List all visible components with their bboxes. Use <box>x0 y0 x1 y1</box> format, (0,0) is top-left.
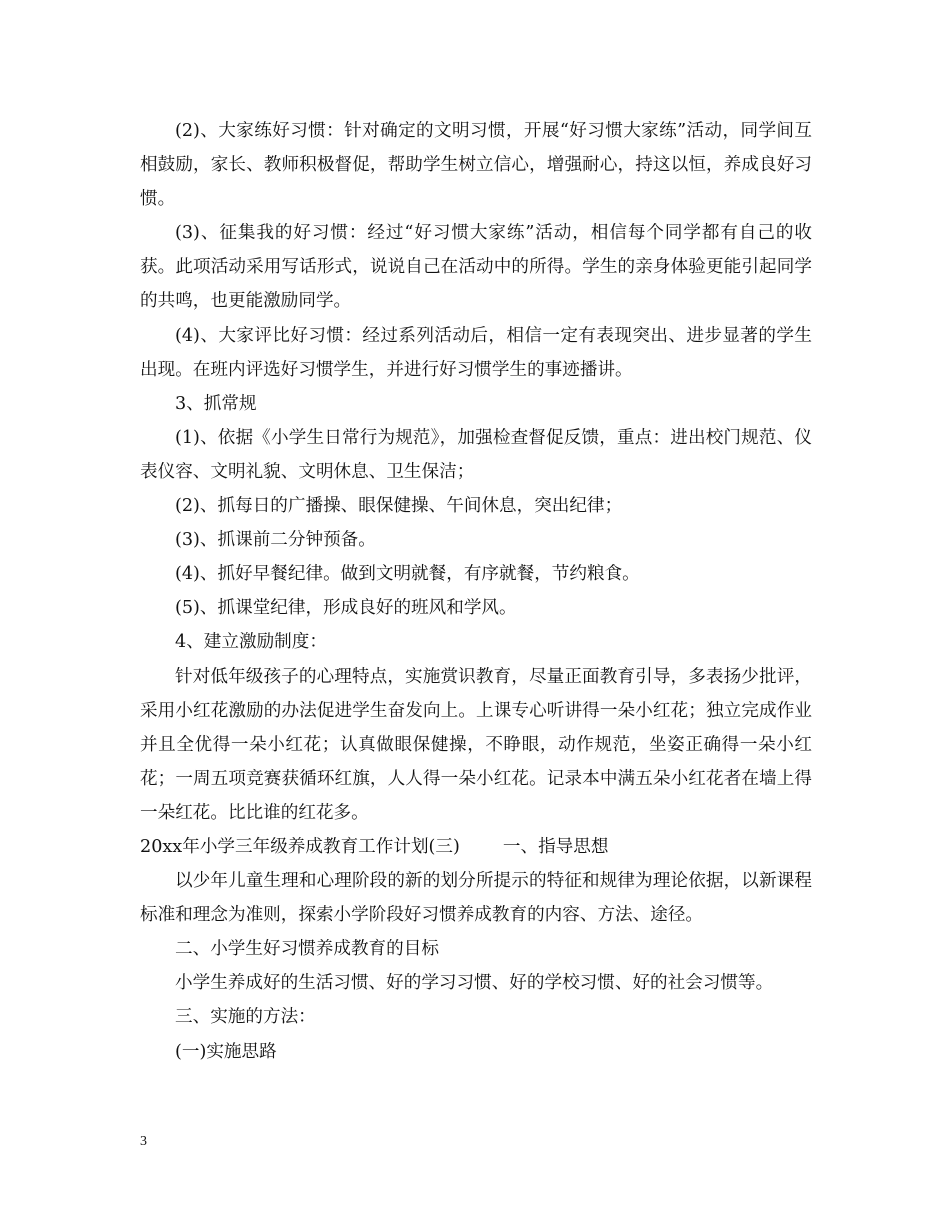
section-title: 一、指导思想 <box>502 836 609 857</box>
paragraph: (4)、抓好早餐纪律。做到文明就餐，有序就餐，节约粮食。 <box>175 564 640 585</box>
paragraph: (4)、大家评比好习惯：经过系列活动后，相信一定有表现突出、进步显著的学生出现。在班内评选好习惯学生，并进行好习惯学生的事迹播讲。 <box>140 325 812 380</box>
paragraph: (5)、抓课堂纪律，形成良好的班风和学风。 <box>175 598 517 619</box>
paragraph: 小学生养成好的生活习惯、好的学习习惯、好的学校习惯、好的社会习惯等。 <box>175 973 774 994</box>
section-heading: (一)实施思路 <box>175 1041 277 1062</box>
document-title: 20xx年小学三年级养成教育工作计划(三) <box>140 836 460 857</box>
page-number: 3 <box>140 1134 147 1149</box>
paragraph: (1)、依据《小学生日常行为规范》，加强检查督促反馈，重点：进出校门规范、仪表仪容、文明礼貌、文明休息、卫生保洁； <box>140 427 812 482</box>
document-heading-row <box>140 830 812 864</box>
paragraph: (3)、抓课前二分钟预备。 <box>175 530 376 551</box>
paragraph: 以少年儿童生理和心理阶段的新的划分所提示的特征和规律为理论依据，以新课程标准和理念为准则，探索小学阶段好习惯养成教育的内容、方法、途径。 <box>140 871 812 926</box>
paragraph: (2)、大家练好习惯：针对确定的文明习惯，开展“好习惯大家练”活动，同学间互相鼓励，家长、教师积极督促，帮助学生树立信心，增强耐心，持这以恒，养成良好习惯。 <box>140 121 812 210</box>
paragraph: (3)、征集我的好习惯：经过“好习惯大家练”活动，相信每个同学都有自己的收获。此项活动采用写话形式，说说自己在活动中的所得。学生的亲身体验更能引起同学的共鸣，也更能激励同学。 <box>140 223 812 312</box>
paragraph: 针对低年级孩子的心理特点，实施赏识教育，尽量正面教育引导，多表扬少批评，采用小红花激励的办法促进学生奋发向上。上课专心听讲得一朵小红花；独立完成作业并且全优得一朵小红花；认真做眼保健操，不睁眼，动作规范，坐姿正确得一朵小红花；一周五项竞赛获循环红旗，人人得一朵小红花。记录本中满五朵小红花者在墙上得一朵红花。比比谁的红花多。 <box>140 666 812 823</box>
section-heading: 4、建立激励制度： <box>175 632 327 653</box>
paragraph: (2)、抓每日的广播操、眼保健操、午间休息，突出纪律； <box>175 496 623 517</box>
section-heading: 3、抓常规 <box>175 393 257 414</box>
document-body <box>140 114 812 1069</box>
section-heading: 三、实施的方法： <box>175 1007 316 1028</box>
section-heading: 二、小学生好习惯养成教育的目标 <box>175 939 439 960</box>
